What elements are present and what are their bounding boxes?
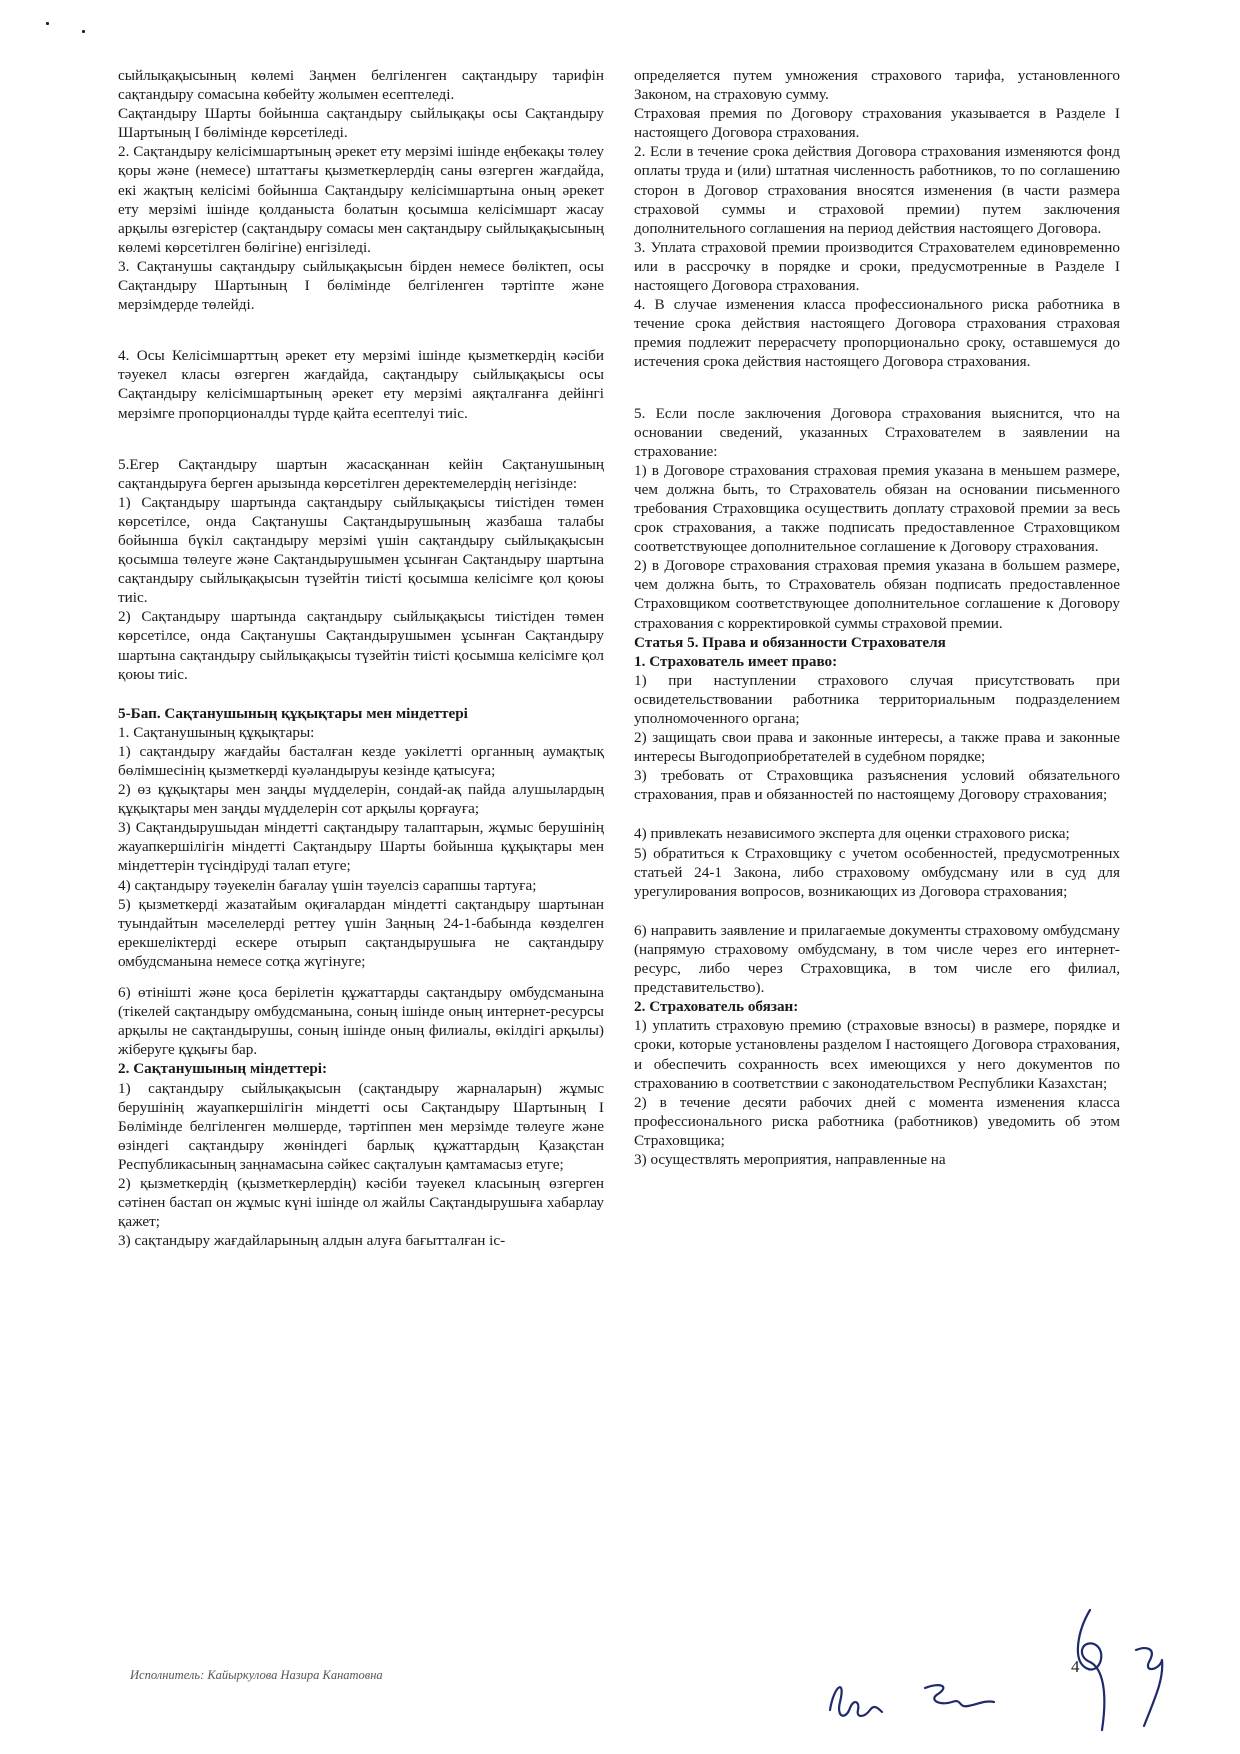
paragraph: 2. Сақтандыру келісімшартының әрекет ету мерзімі ішінде еңбекақы төлеу қоры және (немесе) штаттағы қызметкерлердің саны өзгерген жағдайда, екі жақтың келісімі бойынша Сақтандыру келісімшартына оның әрекет ету мерзімі ішінде қолданыста болатын қосымша келісімшарт жасау арқылы өзгерістер (сақтандыру сомасы мен сақтандыру сыйлықақысының көлемі көрсетілген бөлігіне) енгізіледі. [118, 143, 604, 256]
paragraph: 2) защищать свои права и законные интересы, а также права и законные интересы Выгодоприобретателей в судебном порядке; [634, 729, 1120, 766]
paragraph: 6) өтінішті және қоса берілетін құжаттарды сақтандыру омбудсманына (тікелей сақтандыру омбудсманына, соның ішінде оның интернет-ресурсы арқылы не сақтандырушы, соның ішінде оның филиалы, өкілдігі арқылы) жіберуге құқығы бар. [118, 984, 604, 1059]
spacer [634, 372, 1120, 404]
paragraph: 4) привлекать независимого эксперта для оценки страхового риска; [634, 825, 1070, 843]
paragraph: 4) сақтандыру тәуекелін бағалау үшін тәуелсіз сарапшы тартуға; [118, 876, 537, 894]
paragraph: 3) Сақтандырушыдан міндетті сақтандыру талаптарын, жұмыс берушінің жауапкершілігін міндетті Сақтандыру Шарты бойынша құқықтары мен міндеттерін түсіндіруді талап етуге; [118, 819, 604, 875]
signatures [790, 1590, 1210, 1740]
paragraph: 1. Сақтанушының құқықтары: [118, 723, 315, 741]
signature-1 [830, 1687, 882, 1716]
paragraph: сыйлықақысының көлемі Заңмен белгіленген сақтандыру тарифін сақтандыру сомасына көбейту жолымен есептеледі. [118, 67, 604, 104]
paragraph: 2) в течение десяти рабочих дней с момента изменения класса профессионального риска работника (работников) уведомить об этом Страховщика; [634, 1093, 1120, 1149]
signature-4 [1136, 1648, 1162, 1726]
spacer [118, 423, 604, 455]
paragraph: 2) Сақтандыру шартында сақтандыру сыйлықақысы тиістіден төмен көрсетілсе, онда Сақтанушы Сақтандырушымен ұсынған Сақтандыру шартына сақтандыру сыйлықақысы түзейтін тиісті қосымша келісімге қол қоюы тиіс. [118, 608, 604, 683]
scan-dot [82, 30, 85, 33]
spacer [634, 804, 1120, 824]
paragraph: 4. Осы Келісімшарттың әрекет ету мерзімі ішінде қызметкердің кәсіби тәуекел класы өзгерген жағдайда, сақтандыру сыйлықақысы осы Сақтандыру келісімшартының әрекет ету мерзімі аяқталғанға дейінгі мерзімге пропорционалды түрде қайта есептелуі тиіс. [118, 347, 604, 422]
paragraph: определяется путем умножения страхового тарифа, установленного Законом, на страховую сумму. [634, 67, 1120, 104]
paragraph: 1) сақтандыру жағдайы басталған кезде уәкілетті органның аумақтық бөлімшесінің қызметкерді куәландыруы кезінде қатысуға; [118, 742, 604, 779]
paragraph: 2) өз құқықтары мен заңды мүдделерін, сондай-ақ пайда алушылардың құқықтары мен заңды мүдделерін сот арқылы қорғауға; [118, 781, 604, 818]
paragraph: 3) осуществлять мероприятия, направленные на [634, 1150, 946, 1168]
page-number: 4 [1071, 1657, 1080, 1676]
spacer [118, 314, 604, 346]
signature-2 [925, 1685, 994, 1706]
paragraph: 1) в Договоре страхования страховая премия указана в меньшем размере, чем должна быть, то Страхователь обязан на основании письменного требования Страховщика осуществить доплату страховой премии за весь срок страхования, а также подписать предоставленное Страховщиком соответствующее дополнительное соглашение к Договору страхования. [634, 461, 1120, 556]
spacer [118, 971, 604, 983]
paragraph: 4. В случае изменения класса профессионального риска работника в течение срока действия настоящего Договора страхования страховая премия подлежит перерасчету пропорционально сроку, оставшемуся до истечения срока действия настоящего Договора страхования. [634, 296, 1120, 371]
paragraph: 2) в Договоре страхования страховая премия указана в большем размере, чем должна быть, то Страхователь обязан подписать предоставленное Страховщиком соответствующее дополнительное соглашение к Договору страхования с корректировкой суммы страховой премии. [634, 557, 1120, 632]
scan-dot [46, 22, 49, 25]
paragraph: 5) қызметкерді жазатайым оқиғалардан міндетті сақтандыру шартынан туындайтын мәселелерді реттеу үшін Заңның 24-1-бабында көзделген ерекшеліктерді ескере отырып сақтандырушыға не сақтандыру омбудсманына немесе сотқа жүгінуге; [118, 895, 604, 970]
section-heading: 5-Бап. Сақтанушының құқықтары мен міндеттері [118, 704, 468, 722]
russian-column [634, 66, 1120, 1169]
paragraph: 1) сақтандыру сыйлықақысын (сақтандыру жарналарын) жұмыс берушінің жауапкершілігін міндетті осы Сақтандыру Шартының I Бөлімінде белгіленген мөлшерде, тәртіппен мен мерзімде төлеуге және өзіндегі сақтандыру жөніндегі барлық құжаттардың Қазақстан Республикасының заңнамасына сәйкес сақталуын қамтамасыз етуге; [118, 1079, 604, 1173]
kazakh-column [118, 66, 604, 1250]
paragraph: 5. Если после заключения Договора страхования выяснится, что на основании сведений, указанных Страхователем в заявлении на страхование: [634, 404, 1120, 460]
spacer [118, 684, 604, 704]
paragraph: 1) Сақтандыру шартында сақтандыру сыйлықақысы тиістіден төмен көрсетілсе, онда Сақтанушы Сақтандырушының жазбаша талабы бойынша бүкіл сақтандыру мерзімі үшін сақтандыру сыйлықақысын қосымша төлеуге және Сақтандырушымен ұсынған Сақтандыру шартына сақтандыру сыйлықақысын түзейтін тиісті қосымша келісімге қол қоюы тиіс. [118, 493, 604, 607]
paragraph: 3) сақтандыру жағдайларының алдын алуға бағытталған іс- [118, 1232, 506, 1250]
paragraph: 6) направить заявление и прилагаемые документы страховому омбудсману (напрямую страховому омбудсману, в том числе через его интернет-ресурс, либо через Страховщика, в том числе его филиал, представительство). [634, 921, 1120, 997]
paragraph: 5) обратиться к Страховщику с учетом особенностей, предусмотренных статьей 24-1 Закона, либо страховому омбудсману или в суд для урегулирования вопросов, возникающих из Договора страхования; [634, 844, 1120, 900]
paragraph: Страховая премия по Договору страхования указывается в Разделе I настоящего Договора страхования. [634, 105, 1120, 142]
spacer [634, 901, 1120, 921]
subsection-heading: 1. Страхователь имеет право: [634, 652, 838, 670]
paragraph: 3) требовать от Страховщика разъяснения условий обязательного страхования, прав и обязанностей по настоящему Договору страхования; [634, 767, 1120, 804]
subsection-heading: 2. Сақтанушының міндеттері: [118, 1060, 328, 1078]
paragraph: 3. Уплата страховой премии производится Страхователем единовременно или в рассрочку в порядке и сроки, предусмотренные в Разделе I настоящего Договора страхования. [634, 238, 1120, 295]
paragraph: 3. Сақтанушы сақтандыру сыйлықақысын бірден немесе бөліктеп, осы Сақтандыру Шартының I бөлімінде белгіленген тәртіпте және мерзімдерде төлейді. [118, 257, 604, 314]
paragraph: 2) қызметкердің (қызметкерлердің) кәсіби тәуекел класының өзгерген сәтінен бастап он жұмыс күні ішінде ол жайлы Сақтандырушыға хабарлау қажет; [118, 1174, 604, 1231]
paragraph: 5.Егер Сақтандыру шартын жасасқаннан кейін Сақтанушының сақтандыруға берген арызында көрсетілген деректемелердің негізінде: [118, 455, 604, 492]
paragraph: 1) при наступлении страхового случая присутствовать при освидетельствовании работника территориальным подразделением уполномоченного органа; [634, 671, 1120, 727]
executor-note: Исполнитель: Кайыркулова Назира Канатовна [130, 1668, 383, 1682]
paragraph: 1) уплатить страховую премию (страховые взносы) в размере, порядке и сроки, которые установлены разделом I настоящего Договора страхования, и обеспечить сохранность всех имеющихся у него документов по страхованию в соответствии с законодательством Республики Казахстан; [634, 1017, 1120, 1092]
section-heading: Статья 5. Права и обязанности Страхователя [634, 633, 946, 651]
subsection-heading: 2. Страхователь обязан: [634, 998, 799, 1016]
signature-3 [1078, 1610, 1104, 1730]
paragraph: Сақтандыру Шарты бойынша сақтандыру сыйлықақы осы Сақтандыру Шартының I бөлімінде көрсетіледі. [118, 105, 604, 142]
paragraph: 2. Если в течение срока действия Договора страхования изменяются фонд оплаты труда и (или) штатная численность работников, то по соглашению сторон в Договор страхования вносятся изменения (в части размера страховой суммы и страховой премии) путем заключения дополнительного соглашения на период действия настоящего Договора. [634, 143, 1120, 237]
